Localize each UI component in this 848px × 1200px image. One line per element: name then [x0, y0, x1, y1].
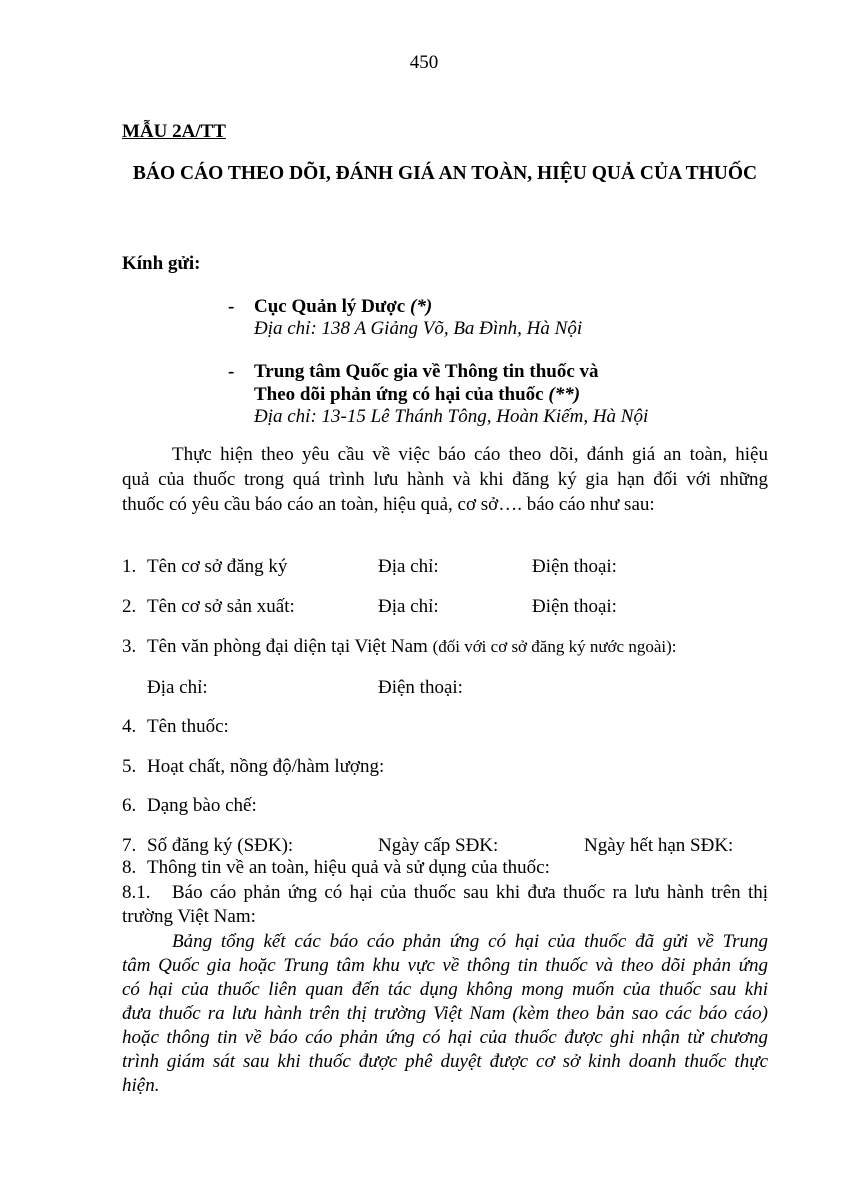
item-5-label: Hoạt chất, nồng độ/hàm lượng:: [147, 756, 385, 777]
item-2-phone-label: Điện thoại:: [532, 596, 617, 617]
item-8-1-detail-line-7: hiện.: [122, 1075, 160, 1096]
greeting: Kính gửi:: [122, 253, 201, 274]
item-3-phone-label: Điện thoại:: [378, 677, 463, 698]
recipient-1-suffix: (*): [410, 296, 433, 317]
recipient-1-bullet: -: [228, 296, 235, 317]
document-title: BÁO CÁO THEO DÕI, ĐÁNH GIÁ AN TOÀN, HIỆU QUẢ CỦA THUỐC: [132, 163, 758, 184]
item-8-1-detail-line-2: tâm Quốc gia hoặc Trung tâm khu vực về thông tin thuốc và theo dõi phản ứng: [122, 955, 768, 976]
recipient-1-name: [254, 296, 432, 318]
item-8-1-detail-line-4: đưa thuốc ra lưu hành trên thị trường Việt Nam (kèm theo bản sao các báo cáo): [122, 1003, 768, 1024]
recipient-1-name-line-1: Cục Quản lý Dược: [254, 296, 406, 317]
item-4-label: Tên thuốc:: [147, 716, 229, 737]
item-3-note: (đối với cơ sở đăng ký nước ngoài):: [432, 637, 677, 656]
item-1-phone-label: Điện thoại:: [532, 556, 617, 577]
item-6-label: Dạng bào chế:: [147, 795, 257, 816]
item-2-address-label: Địa chỉ:: [378, 596, 439, 617]
recipient-2-name-line-1: Trung tâm Quốc gia về Thông tin thuốc và: [254, 361, 599, 382]
recipient-2-address: Địa chỉ: 13-15 Lê Thánh Tông, Hoàn Kiếm, Hà Nội: [254, 406, 649, 427]
item-3-label: Tên văn phòng đại diện tại Việt Nam: [147, 636, 428, 657]
recipient-2-bullet: -: [228, 361, 235, 382]
item-8-label: Thông tin về an toàn, hiệu quả và sử dụng của thuốc:: [147, 857, 550, 878]
item-8-1-label-line-1: Báo cáo phản ứng có hại của thuốc sau khi đưa thuốc ra lưu hành trên thị: [172, 882, 768, 903]
item-3-contact: [122, 677, 768, 703]
item-6-number: 6.: [122, 795, 137, 816]
item-2-number: 2.: [122, 596, 137, 617]
item-7-label: Số đăng ký (SĐK):: [147, 835, 294, 856]
item-8-1-detail-line-3: có hại của thuốc liên quan đến tác dụng không mong muốn của thuốc sau khi: [122, 979, 768, 1000]
item-3: [122, 636, 768, 662]
item-8-1-number: 8.1.: [122, 882, 151, 903]
item-8-1-detail-line-6: trình giám sát sau khi thuốc được phê duyệt được cơ sở kinh doanh thuốc thực: [122, 1051, 768, 1072]
item-7-issue-label: Ngày cấp SĐK:: [378, 835, 499, 856]
item-2-label: Tên cơ sở sản xuất:: [147, 596, 295, 617]
item-4-number: 4.: [122, 716, 137, 737]
intro-line-1: Thực hiện theo yêu cầu về việc báo cáo theo dõi, đánh giá an toàn, hiệu: [172, 444, 768, 465]
item-8-1-label-line-2: trường Việt Nam:: [122, 906, 256, 927]
item-6: [122, 795, 768, 821]
item-1-number: 1.: [122, 556, 137, 577]
item-3-label-wrap: [147, 636, 677, 658]
page-number: 450: [409, 52, 439, 73]
item-8-1-detail-line-5: hoặc thông tin về báo cáo phản ứng có hại của thuốc được ghi nhận từ chương: [122, 1027, 768, 1048]
item-4: [122, 716, 768, 742]
recipient-2-suffix: (**): [548, 384, 581, 405]
intro-line-2: quả của thuốc trong quá trình lưu hành và khi đăng ký gia hạn đối với những: [122, 469, 768, 490]
item-8-1-detail-line-1: Bảng tổng kết các báo cáo phản ứng có hại của thuốc đã gửi về Trung: [172, 931, 768, 952]
recipient-2-name-line-2-wrap: [254, 384, 580, 406]
item-5: [122, 756, 768, 782]
item-2: [122, 596, 768, 622]
item-3-number: 3.: [122, 636, 137, 657]
item-5-number: 5.: [122, 756, 137, 777]
item-8-number: 8.: [122, 857, 137, 878]
item-8: [122, 857, 768, 883]
recipient-2-name-line-2: Theo dõi phản ứng có hại của thuốc: [254, 384, 544, 405]
item-1-label: Tên cơ sở đăng ký: [147, 556, 288, 577]
item-7-number: 7.: [122, 835, 137, 856]
intro-line-3: thuốc có yêu cầu báo cáo an toàn, hiệu quả, cơ sở…. báo cáo như sau:: [122, 494, 655, 515]
item-1: [122, 556, 768, 582]
recipient-1-address: Địa chỉ: 138 A Giảng Võ, Ba Đình, Hà Nội: [254, 318, 583, 339]
item-7-expiry-label: Ngày hết hạn SĐK:: [584, 835, 734, 856]
form-code: MẪU 2A/TT: [122, 121, 226, 142]
item-3-address-label: Địa chỉ:: [147, 677, 208, 698]
item-1-address-label: Địa chỉ:: [378, 556, 439, 577]
